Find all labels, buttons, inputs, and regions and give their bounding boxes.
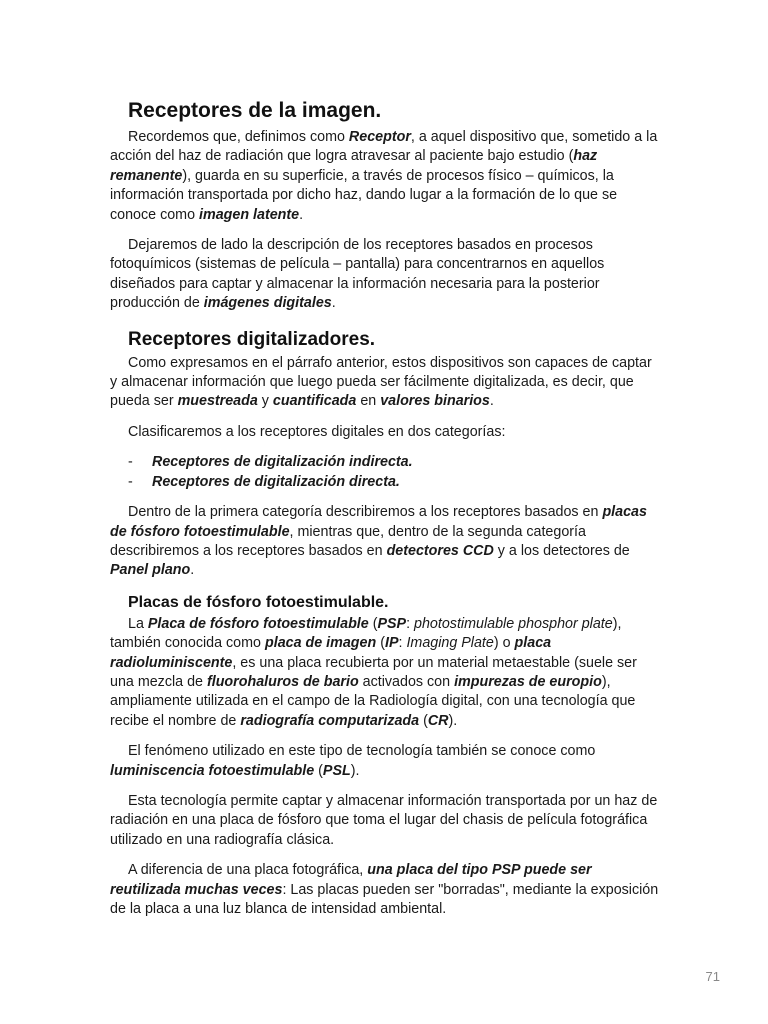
text-run: activados con (358, 673, 455, 690)
text-run: , es una placa recubierta por un material metaestable (suele ser una mezcla de (110, 654, 637, 690)
emphasis-term: PSP (377, 615, 407, 632)
page-content (110, 98, 662, 930)
category-list (110, 453, 662, 492)
text-run: Dentro de la primera categoría describiremos a los receptores basados en (128, 504, 603, 521)
emphasis-term: impurezas de europio (454, 673, 602, 690)
text-run: ( (376, 635, 385, 652)
list-item-text: Receptores de digitalización indirecta. (152, 454, 413, 471)
paragraph-receptor-definition (110, 128, 662, 225)
emphasis-term: detectores CCD (386, 542, 494, 559)
text-run: Esta tecnología permite captar y almacenar información transportada por un haz de radiación en una placa de fósforo que toma el lugar del chasis de película fotográfica utilizado en una radiografía clásica. (110, 792, 658, 848)
emphasis-term: IP (384, 635, 399, 652)
italic-term: Imaging Plate (406, 635, 494, 652)
text-run: y (257, 393, 273, 410)
text-run: La (128, 615, 148, 632)
emphasis-term: una placa del tipo PSP puede ser reutilizada muchas veces (110, 862, 592, 898)
text-run: y a los detectores de (493, 542, 630, 559)
emphasis-term: Receptor (348, 129, 411, 145)
list-dash: - (128, 473, 133, 490)
text-run: . (299, 206, 304, 223)
text-run: ), ampliamente utilizada en el campo de la Radiología digital, con una tecnología que recibe el nombre de (110, 673, 636, 729)
emphasis-term: PSL (322, 762, 351, 779)
text-run: ( (368, 615, 378, 632)
subsection-heading-placas: Placas de fósforo fotoestimulable. (128, 593, 389, 611)
paragraph-clasificacion (110, 423, 662, 442)
text-run: ), guarda en su superficie, a través de procesos físico – químicos, la información transportada por dicho haz, dando lugar a la formación de lo que se conoce como (110, 167, 618, 223)
list-dash: - (128, 454, 133, 471)
text-run: Clasificaremos a los receptores digitales en dos categorías: (128, 423, 506, 440)
text-run: ). (350, 762, 360, 779)
text-run: Como expresamos en el párrafo anterior, estos dispositivos son capaces de captar y almacenar información que luego pueda ser fácilmente digitalizada, es decir, que pueda ser (110, 354, 652, 410)
emphasis-term: haz remanente (110, 148, 598, 184)
paragraph-psp-definition (110, 615, 662, 731)
section-heading-digitalizadores: Receptores digitalizadores. (128, 328, 376, 350)
paragraph-categorias (110, 503, 662, 581)
emphasis-term: muestreada (177, 393, 258, 410)
text-run: ( (314, 762, 323, 779)
list-item (110, 473, 662, 492)
emphasis-term: placa radioluminiscente (110, 635, 552, 671)
text-run: ) o (493, 635, 515, 652)
paragraph-tecnologia (110, 792, 662, 850)
text-run: . (489, 393, 494, 410)
text-run: , a aquel dispositivo que, sometido a la acción del haz de radiación que logra atravesar al paciente bajo estudio ( (110, 129, 658, 165)
paragraph-dispositivos (110, 354, 662, 412)
text-run: . (331, 295, 336, 312)
emphasis-term: cuantificada (272, 393, 357, 410)
emphasis-term: CR (427, 712, 449, 729)
emphasis-term: Placa de fósforo fotoestimulable (147, 615, 369, 632)
emphasis-term: placas de fósforo fotoestimulable (110, 504, 647, 540)
text-run: El fenómeno utilizado en este tipo de tecnología también se conoce como (128, 743, 596, 760)
paragraph-procesos-fotoquimicos (110, 236, 662, 314)
emphasis-term: radiografía computarizada (240, 712, 420, 729)
italic-term: photostimulable phosphor plate (414, 615, 613, 632)
text-run: Dejaremos de lado la descripción de los receptores basados en procesos fotoquímicos (sistemas de película – pantalla) para concentrarnos en aquellos diseñados para captar y almacenar la información necesaria para la posterior producción de (110, 237, 605, 312)
page-number: 71 (705, 969, 720, 984)
emphasis-term: Panel plano (110, 562, 191, 579)
text-run: A diferencia de una placa fotográfica, (128, 862, 368, 879)
emphasis-term: fluorohaluros de bario (206, 673, 359, 690)
text-run: ( (419, 712, 428, 729)
paragraph-reutilizacion (110, 861, 662, 919)
text-run: ). (448, 712, 458, 729)
emphasis-term: placa de imagen (264, 635, 377, 652)
text-run: : (398, 635, 407, 652)
emphasis-term: imagen latente (199, 206, 300, 223)
text-run: en (356, 393, 381, 410)
text-run: : Las placas pueden ser "borradas", mediante la exposición de la placa a una luz blanca de intensidad ambiental. (110, 881, 659, 917)
paragraph-psl (110, 742, 662, 781)
emphasis-term: imágenes digitales (203, 295, 332, 312)
list-item (110, 453, 662, 472)
emphasis-term: valores binarios (380, 393, 490, 410)
emphasis-term: luminiscencia fotoestimulable (110, 762, 315, 779)
text-run: , mientras que, dentro de la segunda categoría describiremos a los receptores basados en (110, 523, 586, 559)
text-run: : (406, 615, 415, 632)
text-run: ), también conocida como (110, 615, 622, 652)
text-run: Recordemos que, definimos como (128, 129, 349, 145)
section-heading-receptores: Receptores de la imagen. (128, 99, 382, 122)
list-item-text: Receptores de digitalización directa. (152, 473, 400, 490)
text-run: . (190, 562, 195, 579)
